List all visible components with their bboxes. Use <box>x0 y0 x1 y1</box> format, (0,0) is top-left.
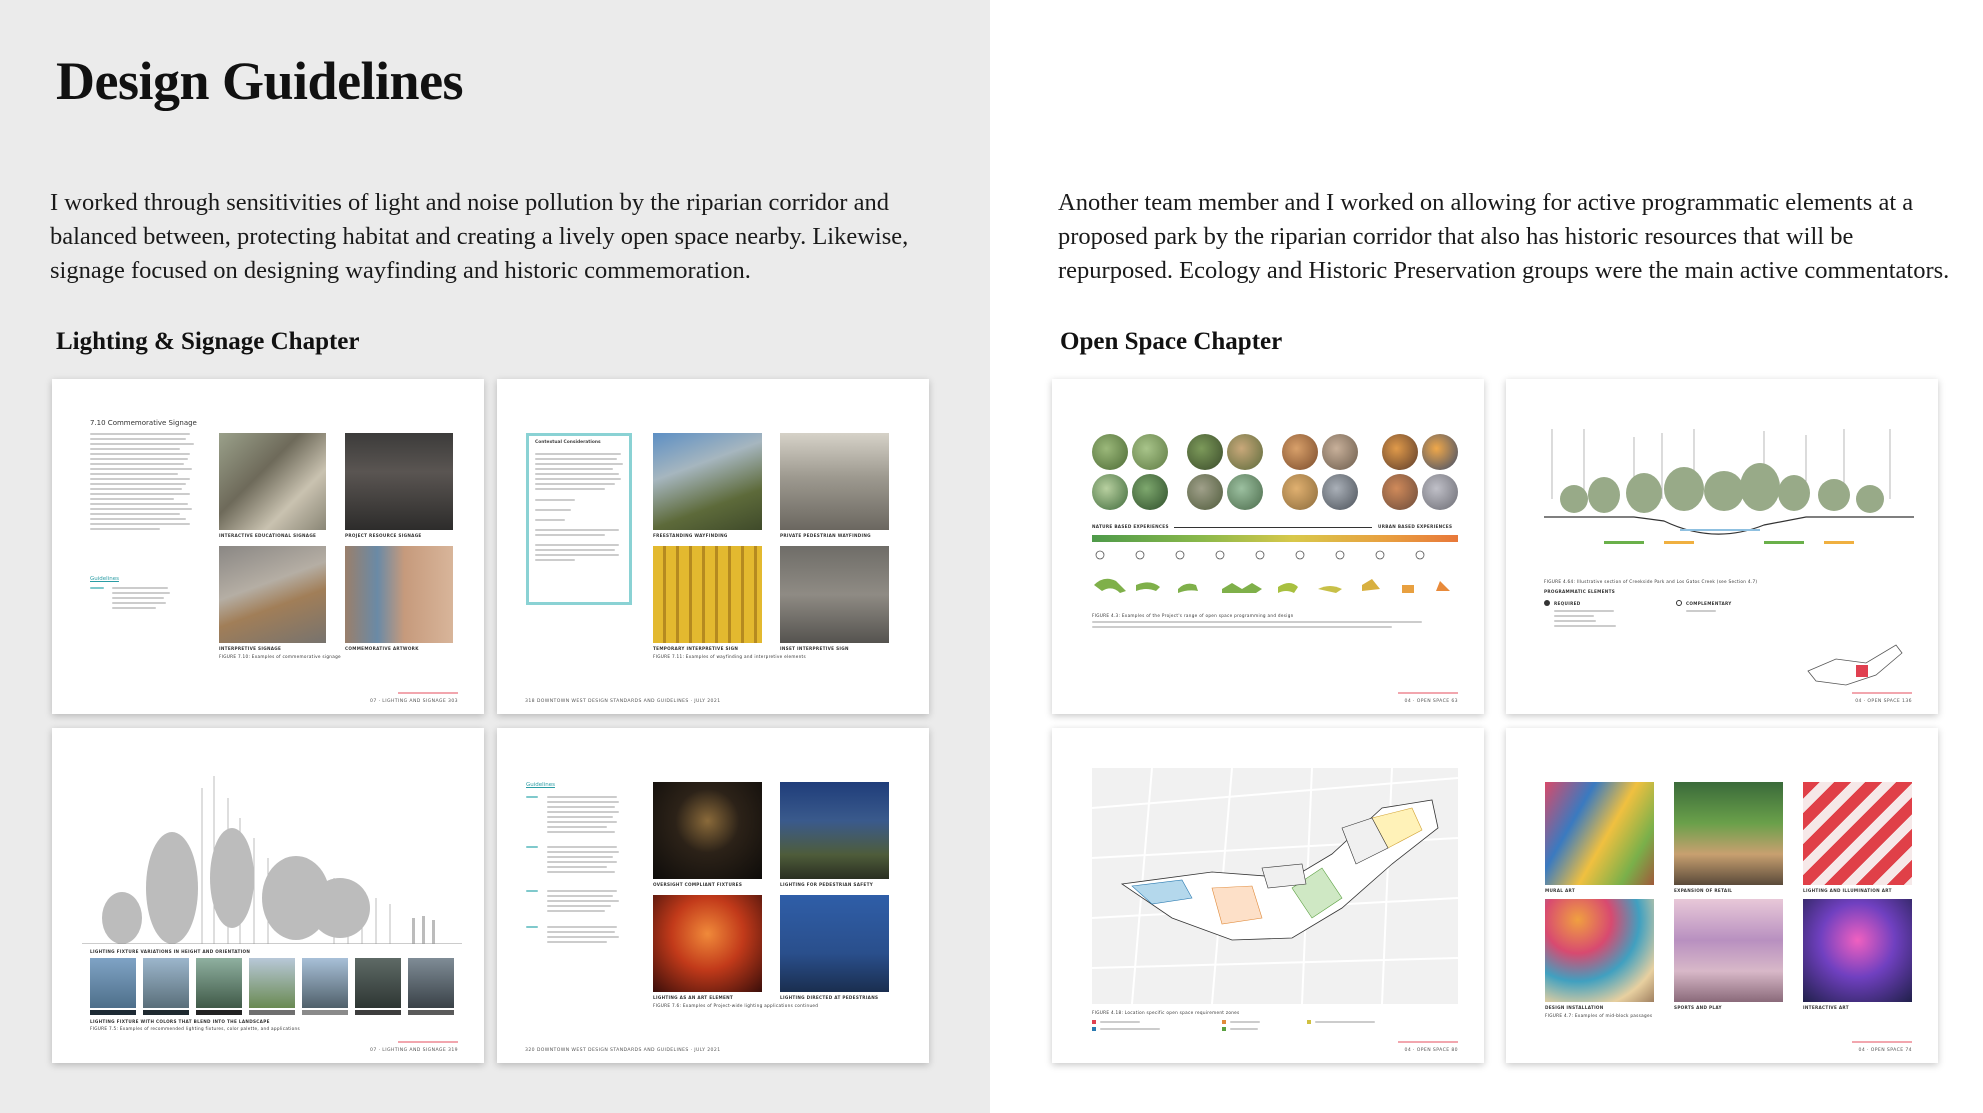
fixture-photo <box>355 958 401 1008</box>
legend-swatch <box>1222 1020 1226 1024</box>
caption: OVERSIGHT COMPLIANT FIXTURES <box>653 882 743 887</box>
footer-bar <box>398 692 458 694</box>
page-footer: 04 · OPEN SPACE 74 <box>1858 1048 1912 1053</box>
photo-circle <box>1092 474 1128 510</box>
key-plan <box>1806 641 1906 691</box>
photo-circle <box>1422 474 1458 510</box>
photo-lighting-pedestrian <box>780 782 889 879</box>
fixture-photo <box>196 958 242 1008</box>
figure-caption: FIGURE 7.10: Examples of commemorative signage <box>219 654 341 659</box>
color-swatch <box>90 1010 136 1015</box>
photo-interactive-signage <box>219 433 326 530</box>
spread-lighting-applications <box>497 728 929 1063</box>
fixture-photo <box>143 958 189 1008</box>
caption: INSET INTERPRETIVE SIGN <box>780 646 849 651</box>
photo-temporary-interpretive-sign <box>653 546 762 643</box>
footer-bar <box>1852 692 1912 694</box>
photo-circle <box>1092 434 1128 470</box>
spread-creekside-section <box>1506 379 1938 714</box>
complementary-label: COMPLEMENTARY <box>1686 601 1732 606</box>
spread-wayfinding <box>497 379 929 714</box>
caption: PRIVATE PEDESTRIAN WAYFINDING <box>780 533 871 538</box>
caption: MURAL ART <box>1545 888 1575 893</box>
page-footer: 04 · OPEN SPACE 136 <box>1855 699 1912 704</box>
photo-expansion-of-retail <box>1674 782 1783 885</box>
photo-circle <box>1422 434 1458 470</box>
caption: LIGHTING AS AN ART ELEMENT <box>653 995 734 1000</box>
page-footer: 318 DOWNTOWN WEST DESIGN STANDARDS AND GUIDELINES · JULY 2021 <box>525 699 721 704</box>
photo-lighting-art <box>653 895 762 992</box>
experience-gradient-bar <box>1092 535 1458 542</box>
figure-caption: FIGURE 7.11: Examples of wayfinding and interpretive elements <box>653 654 806 659</box>
intro-right: Another team member and I worked on allowing for active programmatic elements at a proposed park by the riparian corridor that also has historic resources that will be repurposed. Ecology and Historic Preservation groups were the main active commentators. <box>1058 189 1950 284</box>
footer-bar <box>398 1041 458 1043</box>
photo-interactive-art <box>1803 899 1912 1002</box>
section-drawing <box>1544 429 1914 549</box>
scale-arrow <box>1174 527 1372 528</box>
color-swatch <box>196 1010 242 1015</box>
footer-bar <box>1852 1041 1912 1043</box>
page-title: Design Guidelines <box>56 51 464 111</box>
photo-circle <box>1187 434 1223 470</box>
photo-design-installation <box>1545 899 1654 1002</box>
chapter-heading-lighting-signage: Lighting & Signage Chapter <box>56 328 360 355</box>
figure-caption: FIGURE 7.6: Examples of Project-wide lighting applications continued <box>653 1003 819 1008</box>
caption: LIGHTING FIXTURE WITH COLORS THAT BLEND INTO THE LANDSCAPE <box>90 1019 270 1024</box>
box-title: Contextual Considerations <box>535 440 601 445</box>
photo-lighting-directed <box>780 895 889 992</box>
legend-swatch <box>1307 1020 1311 1024</box>
fixture-photo <box>408 958 454 1008</box>
photo-circle <box>1227 474 1263 510</box>
required-dot <box>1544 600 1550 606</box>
photo-circle <box>1382 474 1418 510</box>
body-text <box>90 433 198 533</box>
caption: COMMEMORATIVE ARTWORK <box>345 646 419 651</box>
color-swatch <box>302 1010 348 1015</box>
figure-caption: FIGURE 4.3: Examples of the Project's range of open space programming and design <box>1092 613 1294 618</box>
photo-inset-interpretive-sign <box>780 546 889 643</box>
intro-left: I worked through sensitivities of light and noise pollution by the riparian corridor and balanced between, protecting habitat and creating a lively open space nearby. Likewise, signage focused on designing wayfinding and historic commemoration. <box>50 189 909 284</box>
complementary-dot <box>1676 600 1682 606</box>
photo-circle <box>1282 474 1318 510</box>
lighting-fixture-illustration <box>82 768 462 944</box>
photo-lighting-fixture <box>653 782 762 879</box>
programmatic-heading: PROGRAMMATIC ELEMENTS <box>1544 589 1616 594</box>
photo-circle <box>1187 474 1223 510</box>
photo-circle <box>1382 434 1418 470</box>
fixture-photo <box>249 958 295 1008</box>
caption: INTERACTIVE ART <box>1803 1005 1849 1010</box>
caption: LIGHTING AND ILLUMINATION ART <box>1803 888 1892 893</box>
photo-lighting-art <box>1803 782 1912 885</box>
spread-heading: 7.10 Commemorative Signage <box>90 419 197 427</box>
photo-circle <box>1322 434 1358 470</box>
fixture-photo <box>302 958 348 1008</box>
page-footer: 04 · OPEN SPACE 80 <box>1404 1048 1458 1053</box>
page-footer: 07 · LIGHTING AND SIGNAGE 303 <box>370 699 458 704</box>
zone-map <box>1092 768 1458 1004</box>
legend-swatch <box>1222 1027 1226 1031</box>
figure-caption: FIGURE 4.64: Illustrative section of Creekside Park and Los Gatos Creek (see Section 4.7) <box>1544 579 1758 584</box>
caption: LIGHTING DIRECTED AT PEDESTRIANS <box>780 995 879 1000</box>
caption: EXPANSION OF RETAIL <box>1674 888 1733 893</box>
guidelines-label: Guidelines <box>90 576 119 582</box>
photo-circle <box>1227 434 1263 470</box>
scale-label-nature: NATURE BASED EXPERIENCES <box>1092 524 1169 529</box>
caption: TEMPORARY INTERPRETIVE SIGN <box>653 646 739 651</box>
photo-freestanding-wayfinding <box>653 433 762 530</box>
required-label: REQUIRED <box>1554 601 1581 606</box>
color-swatch <box>143 1010 189 1015</box>
footer-bar <box>1398 1041 1458 1043</box>
fixture-photo <box>90 958 136 1008</box>
photo-private-wayfinding <box>780 433 889 530</box>
legend-swatch <box>1092 1020 1096 1024</box>
caption: INTERPRETIVE SIGNAGE <box>219 646 282 651</box>
page-footer: 320 DOWNTOWN WEST DESIGN STANDARDS AND GUIDELINES · JULY 2021 <box>525 1048 721 1053</box>
photo-project-resource-signage <box>345 433 453 530</box>
photo-interpretive-signage <box>219 546 326 643</box>
legend-swatch <box>1092 1027 1096 1031</box>
caption: INTERACTIVE EDUCATIONAL SIGNAGE <box>219 533 317 538</box>
chapter-heading-open-space: Open Space Chapter <box>1060 328 1283 355</box>
photo-circle <box>1282 434 1318 470</box>
caption: LIGHTING FOR PEDESTRIAN SAFETY <box>780 882 874 887</box>
spread-mid-block-passages <box>1506 728 1938 1063</box>
caption: DESIGN INSTALLATION <box>1545 1005 1604 1010</box>
caption: FREESTANDING WAYFINDING <box>653 533 728 538</box>
caption: PROJECT RESOURCE SIGNAGE <box>345 533 422 538</box>
color-swatch <box>249 1010 295 1015</box>
caption: LIGHTING FIXTURE VARIATIONS IN HEIGHT AND ORIENTATION <box>90 949 251 954</box>
page-footer: 04 · OPEN SPACE 63 <box>1404 699 1458 704</box>
photo-circle <box>1132 474 1168 510</box>
color-swatch <box>355 1010 401 1015</box>
photo-mural-art <box>1545 782 1654 885</box>
spread-open-space-programming <box>1052 379 1484 714</box>
spread-lighting-fixtures <box>52 728 484 1063</box>
page-footer: 07 · LIGHTING AND SIGNAGE 319 <box>370 1048 458 1053</box>
spread-commemorative-signage <box>52 379 484 714</box>
programming-icons <box>1092 549 1458 619</box>
color-swatch <box>408 1010 454 1015</box>
guidelines-label: Guidelines <box>526 782 555 788</box>
figure-caption: FIGURE 7.5: Examples of recommended lighting fixtures, color palette, and applications <box>90 1026 300 1031</box>
figure-caption: FIGURE 4.7: Examples of mid-block passages <box>1545 1013 1653 1018</box>
photo-commemorative-artwork <box>345 546 453 643</box>
figure-caption: FIGURE 4.18: Location specific open space requirement zones <box>1092 1010 1240 1015</box>
photo-circle <box>1132 434 1168 470</box>
caption: SPORTS AND PLAY <box>1674 1005 1722 1010</box>
spread-open-space-map <box>1052 728 1484 1063</box>
scale-label-urban: URBAN BASED EXPERIENCES <box>1378 524 1453 529</box>
footer-bar <box>1398 692 1458 694</box>
photo-sports-and-play <box>1674 899 1783 1002</box>
photo-circle <box>1322 474 1358 510</box>
